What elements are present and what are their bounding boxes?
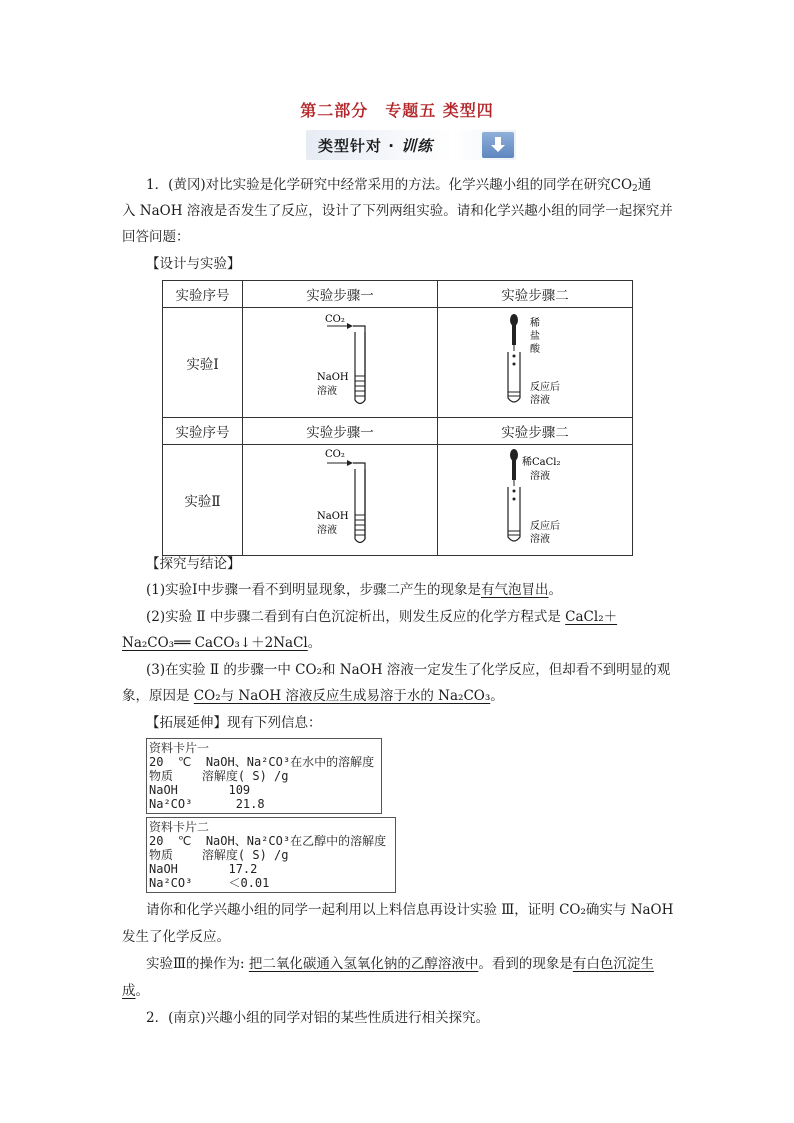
banner-text: 类型针对 ·: [318, 137, 402, 155]
cacl2-dropper-tube-diagram: [438, 445, 632, 551]
p3-answer-phenomenon: 有白色沉淀生: [572, 956, 654, 972]
exp1-step1-diagram: [243, 308, 438, 418]
header-seq-2: 实验序号: [163, 418, 243, 445]
co2-naoh-tube-diagram: [243, 308, 437, 413]
info-card-2: 资料卡片二 20 ℃ NaOH、Na²CO³在乙醇中的溶解度 物质 溶解度( S) /g NaOH 17.2 Na²CO³ ＜0.01: [146, 817, 396, 893]
design-heading: 【设计与实验】: [146, 256, 241, 272]
co2-naoh-tube-diagram-2: [243, 445, 437, 551]
s2-cont: Na₂CO₃══ CaCO₃↓＋2NaCl。: [122, 635, 322, 651]
after-reaction-label-2: 反应后: [530, 521, 560, 532]
header-step2-2: 实验步骤二: [438, 418, 633, 445]
info-card-1: 资料卡片一 20 ℃ NaOH、Na²CO³在水中的溶解度 物质 溶解度( S) /g NaOH 109 Na²CO³ 21.8: [146, 738, 382, 814]
naoh-label: NaOH: [317, 372, 349, 383]
exp2-step1-diagram: [243, 445, 438, 556]
p2: 发生了化学反应。: [122, 929, 230, 945]
q1-line3: 回答问题：: [122, 229, 190, 245]
hydrochloric-label: 盐: [530, 331, 540, 342]
s3-cont: 象，原因是 CO₂与 NaOH 溶液反应生成易溶于水的 Na₂CO₃。: [122, 688, 504, 704]
exp1-step2-diagram: [438, 308, 633, 418]
solution-label-4: 溶液: [530, 471, 550, 482]
q2-line1: 2．(南京)兴趣小组的同学对铝的某些性质进行相关探究。: [146, 1010, 490, 1026]
hcl-dropper-tube-diagram: [438, 308, 632, 413]
header-step1: 实验步骤一: [243, 281, 438, 308]
cacl2-label: 稀CaCl₂: [522, 457, 561, 468]
p1: 请你和化学兴趣小组的同学一起利用以上料信息再设计实验 Ⅲ，证明 CO₂确实与 NaOH: [146, 902, 674, 918]
solution-label-5: 溶液: [530, 534, 550, 545]
s3-answer: CO₂与 NaOH 溶液反应生成易溶于水的 Na₂CO₃: [193, 688, 491, 704]
page-title: 第二部分 专题五 类型四: [300, 101, 494, 120]
row-exp2-label: 实验Ⅱ: [163, 445, 243, 556]
s3: (3)在实验 Ⅱ 的步骤一中 CO₂和 NaOH 溶液一定发生了化学反应，但却看不到明显的观: [146, 662, 671, 678]
q1-line2: 入 NaOH 溶液是否发生了反应，设计了下列两组实验。请和化学兴趣小组的同学一起探究并: [122, 203, 673, 219]
p4: 成。: [122, 983, 149, 999]
s2-answer-part1: CaCl₂＋: [565, 609, 618, 625]
solution-label: 溶液: [317, 386, 337, 397]
row-exp1-label: 实验Ⅰ: [163, 308, 243, 418]
section-banner: [306, 130, 516, 160]
p4-answer: 成: [122, 983, 136, 999]
down-arrow-icon: [482, 132, 514, 158]
exp2-step2-diagram: [438, 445, 633, 556]
header-step2: 实验步骤二: [438, 281, 633, 308]
naoh-label-2: NaOH: [317, 511, 349, 522]
acid-label: 酸: [530, 344, 540, 355]
p3: 实验Ⅲ的操作为: 把二氧化碳通入氢氧化钠的乙醇溶液中。看到的现象是有白色沉淀生: [146, 956, 654, 972]
after-reaction-label: 反应后: [530, 382, 560, 393]
explore-heading: 【探究与结论】: [146, 556, 241, 572]
co2-label: CO₂: [325, 314, 345, 325]
s2-answer-part2: Na₂CO₃══ CaCO₃↓＋2NaCl: [122, 635, 308, 651]
s1: (1)实验Ⅰ中步骤一看不到明显现象，步骤二产生的现象是有气泡冒出。: [146, 582, 562, 598]
p3-answer-op: 把二氧化碳通入氢氧化钠的乙醇溶液中: [248, 956, 479, 972]
solution-label-3: 溶液: [317, 525, 337, 536]
header-seq: 实验序号: [163, 281, 243, 308]
experiment-table: [162, 280, 633, 556]
s1-answer: 有气泡冒出: [480, 582, 549, 598]
extension-heading: 【拓展延伸】现有下列信息：: [146, 715, 322, 731]
solution-label-2: 溶液: [530, 395, 550, 406]
co2-label-2: CO₂: [325, 449, 345, 460]
header-step1-2: 实验步骤一: [243, 418, 438, 445]
banner-text-italic: 训练: [401, 137, 434, 155]
dilute-label: 稀: [530, 318, 540, 329]
s2: (2)实验 Ⅱ 中步骤二看到有白色沉淀析出，则发生反应的化学方程式是 CaCl₂＋: [146, 609, 618, 625]
q1-line1: 1．(黄冈)对比实验是化学研究中经常采用的方法。化学兴趣小组的同学在研究$CO_2$通: [146, 177, 652, 194]
